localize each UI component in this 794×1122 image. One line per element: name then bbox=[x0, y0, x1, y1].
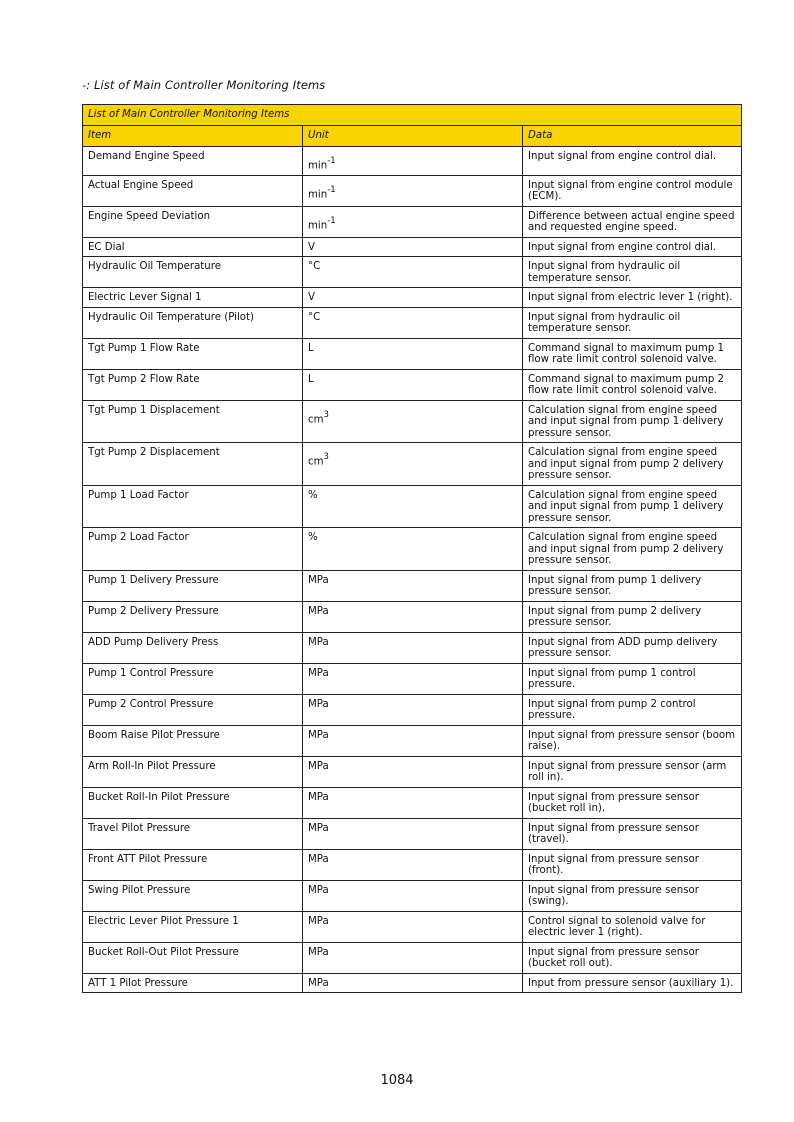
cell-item: Bucket Roll-In Pilot Pressure bbox=[83, 787, 303, 818]
cell-data: Input from pressure sensor (auxiliary 1). bbox=[523, 973, 742, 993]
cell-item: Engine Speed Deviation bbox=[83, 206, 303, 237]
unit-with-exponent bbox=[308, 151, 336, 172]
cell-data: Input signal from pressure sensor (front). bbox=[523, 849, 742, 880]
cell-data: Input signal from ADD pump delivery pressure sensor. bbox=[523, 632, 742, 663]
cell-data: Command signal to maximum pump 1 flow rate limit control solenoid valve. bbox=[523, 338, 742, 369]
cell-item: Pump 1 Delivery Pressure bbox=[83, 570, 303, 601]
cell-item: Hydraulic Oil Temperature (Pilot) bbox=[83, 307, 303, 338]
cell-unit: MPa bbox=[303, 694, 523, 725]
cell-item: Travel Pilot Pressure bbox=[83, 818, 303, 849]
cell-item: Boom Raise Pilot Pressure bbox=[83, 725, 303, 756]
cell-item: Arm Roll-In Pilot Pressure bbox=[83, 756, 303, 787]
cell-unit: L bbox=[303, 338, 523, 369]
table-row bbox=[83, 288, 742, 308]
cell-unit: °C bbox=[303, 257, 523, 288]
cell-unit: MPa bbox=[303, 725, 523, 756]
table-row bbox=[83, 663, 742, 694]
table-caption-row bbox=[83, 105, 742, 126]
cell-item: Electric Lever Pilot Pressure 1 bbox=[83, 911, 303, 942]
column-header-data: Data bbox=[523, 126, 742, 147]
table-row bbox=[83, 338, 742, 369]
cell-unit: MPa bbox=[303, 632, 523, 663]
table-row bbox=[83, 725, 742, 756]
table-row bbox=[83, 942, 742, 973]
cell-data: Input signal from engine control dial. bbox=[523, 147, 742, 176]
table-row bbox=[83, 911, 742, 942]
cell-item: Pump 2 Delivery Pressure bbox=[83, 601, 303, 632]
unit-with-exponent bbox=[308, 405, 329, 426]
table-row bbox=[83, 973, 742, 993]
unit-with-exponent bbox=[308, 211, 336, 232]
cell-data: Input signal from pump 2 delivery pressure sensor. bbox=[523, 601, 742, 632]
table-row bbox=[83, 307, 742, 338]
cell-unit: MPa bbox=[303, 942, 523, 973]
cell-unit: MPa bbox=[303, 570, 523, 601]
cell-unit: MPa bbox=[303, 787, 523, 818]
cell-item: ADD Pump Delivery Press bbox=[83, 632, 303, 663]
cell-unit: °C bbox=[303, 307, 523, 338]
table-row bbox=[83, 528, 742, 571]
table-row bbox=[83, 632, 742, 663]
table-row bbox=[83, 694, 742, 725]
cell-data: Input signal from engine control module (ECM). bbox=[523, 175, 742, 206]
cell-unit: MPa bbox=[303, 911, 523, 942]
page-number: 1084 bbox=[380, 1073, 414, 1088]
section-heading: -: List of Main Controller Monitoring Items bbox=[82, 78, 326, 92]
table-row bbox=[83, 369, 742, 400]
cell-unit: MPa bbox=[303, 601, 523, 632]
unit-with-exponent bbox=[308, 180, 336, 201]
cell-data: Input signal from engine control dial. bbox=[523, 237, 742, 257]
table-row bbox=[83, 257, 742, 288]
cell-data: Input signal from pressure sensor (boom raise). bbox=[523, 725, 742, 756]
cell-item: Demand Engine Speed bbox=[83, 147, 303, 176]
table-row bbox=[83, 880, 742, 911]
cell-data: Input signal from pressure sensor (travel). bbox=[523, 818, 742, 849]
cell-unit bbox=[303, 443, 523, 486]
cell-data: Input signal from hydraulic oil temperature sensor. bbox=[523, 307, 742, 338]
unit-exponent: -1 bbox=[327, 156, 336, 166]
cell-unit: MPa bbox=[303, 663, 523, 694]
cell-item: Swing Pilot Pressure bbox=[83, 880, 303, 911]
column-header-item: Item bbox=[83, 126, 303, 147]
table-row bbox=[83, 570, 742, 601]
table-row bbox=[83, 485, 742, 528]
cell-item: Front ATT Pilot Pressure bbox=[83, 849, 303, 880]
cell-item: Tgt Pump 1 Displacement bbox=[83, 400, 303, 443]
unit-base: min bbox=[308, 220, 328, 232]
cell-item: Tgt Pump 2 Flow Rate bbox=[83, 369, 303, 400]
cell-item: Tgt Pump 1 Flow Rate bbox=[83, 338, 303, 369]
unit-base: min bbox=[308, 189, 328, 201]
cell-unit: L bbox=[303, 369, 523, 400]
cell-unit: V bbox=[303, 237, 523, 257]
unit-base: cm bbox=[308, 456, 324, 468]
table-header-row bbox=[83, 126, 742, 147]
unit-exponent: -1 bbox=[327, 215, 336, 226]
table-row bbox=[83, 400, 742, 443]
table-row bbox=[83, 443, 742, 486]
unit-base: min bbox=[308, 160, 328, 172]
table-row bbox=[83, 787, 742, 818]
unit-exponent: -1 bbox=[327, 184, 336, 195]
table-row bbox=[83, 818, 742, 849]
cell-unit: MPa bbox=[303, 756, 523, 787]
cell-item: Bucket Roll-Out Pilot Pressure bbox=[83, 942, 303, 973]
table-row bbox=[83, 206, 742, 237]
cell-data: Input signal from hydraulic oil temperature sensor. bbox=[523, 257, 742, 288]
monitoring-items-table bbox=[82, 104, 742, 993]
cell-unit: MPa bbox=[303, 973, 523, 993]
cell-data: Input signal from pressure sensor (swing). bbox=[523, 880, 742, 911]
cell-data: Input signal from pressure sensor (arm roll in). bbox=[523, 756, 742, 787]
cell-unit: MPa bbox=[303, 849, 523, 880]
cell-data: Difference between actual engine speed and requested engine speed. bbox=[523, 206, 742, 237]
cell-unit: V bbox=[303, 288, 523, 308]
table-row bbox=[83, 601, 742, 632]
cell-data: Calculation signal from engine speed and input signal from pump 1 delivery pressure sensor. bbox=[523, 485, 742, 528]
cell-item: Electric Lever Signal 1 bbox=[83, 288, 303, 308]
cell-item: Actual Engine Speed bbox=[83, 175, 303, 206]
cell-data: Calculation signal from engine speed and input signal from pump 2 delivery pressure sensor. bbox=[523, 443, 742, 486]
table-row bbox=[83, 756, 742, 787]
table-caption: List of Main Controller Monitoring Items bbox=[83, 105, 742, 126]
cell-item: Pump 1 Control Pressure bbox=[83, 663, 303, 694]
column-header-unit: Unit bbox=[303, 126, 523, 147]
cell-data: Input signal from pump 1 control pressure. bbox=[523, 663, 742, 694]
table-row bbox=[83, 147, 742, 176]
cell-unit bbox=[303, 206, 523, 237]
unit-exponent: 3 bbox=[323, 409, 329, 420]
cell-data: Input signal from pump 1 delivery pressure sensor. bbox=[523, 570, 742, 601]
unit-base: cm bbox=[308, 414, 324, 426]
cell-unit: MPa bbox=[303, 818, 523, 849]
cell-data: Command signal to maximum pump 2 flow rate limit control solenoid valve. bbox=[523, 369, 742, 400]
cell-data: Input signal from pump 2 control pressure. bbox=[523, 694, 742, 725]
cell-item: Pump 2 Load Factor bbox=[83, 528, 303, 571]
cell-unit bbox=[303, 147, 523, 176]
cell-data: Calculation signal from engine speed and input signal from pump 2 delivery pressure sensor. bbox=[523, 528, 742, 571]
cell-data: Input signal from electric lever 1 (right). bbox=[523, 288, 742, 308]
cell-item: EC Dial bbox=[83, 237, 303, 257]
cell-item: Hydraulic Oil Temperature bbox=[83, 257, 303, 288]
cell-item: Pump 1 Load Factor bbox=[83, 485, 303, 528]
cell-data: Input signal from pressure sensor (bucket roll in). bbox=[523, 787, 742, 818]
cell-data: Control signal to solenoid valve for electric lever 1 (right). bbox=[523, 911, 742, 942]
cell-unit: % bbox=[303, 485, 523, 528]
cell-unit: % bbox=[303, 528, 523, 571]
cell-unit bbox=[303, 175, 523, 206]
cell-data: Input signal from pressure sensor (bucket roll out). bbox=[523, 942, 742, 973]
cell-unit bbox=[303, 400, 523, 443]
unit-exponent: 3 bbox=[323, 452, 329, 463]
cell-item: Pump 2 Control Pressure bbox=[83, 694, 303, 725]
cell-item: ATT 1 Pilot Pressure bbox=[83, 973, 303, 993]
cell-unit: MPa bbox=[303, 880, 523, 911]
table-row bbox=[83, 849, 742, 880]
cell-item: Tgt Pump 2 Displacement bbox=[83, 443, 303, 486]
cell-data: Calculation signal from engine speed and input signal from pump 1 delivery pressure sensor. bbox=[523, 400, 742, 443]
table-row bbox=[83, 175, 742, 206]
table-row bbox=[83, 237, 742, 257]
unit-with-exponent bbox=[308, 447, 329, 468]
